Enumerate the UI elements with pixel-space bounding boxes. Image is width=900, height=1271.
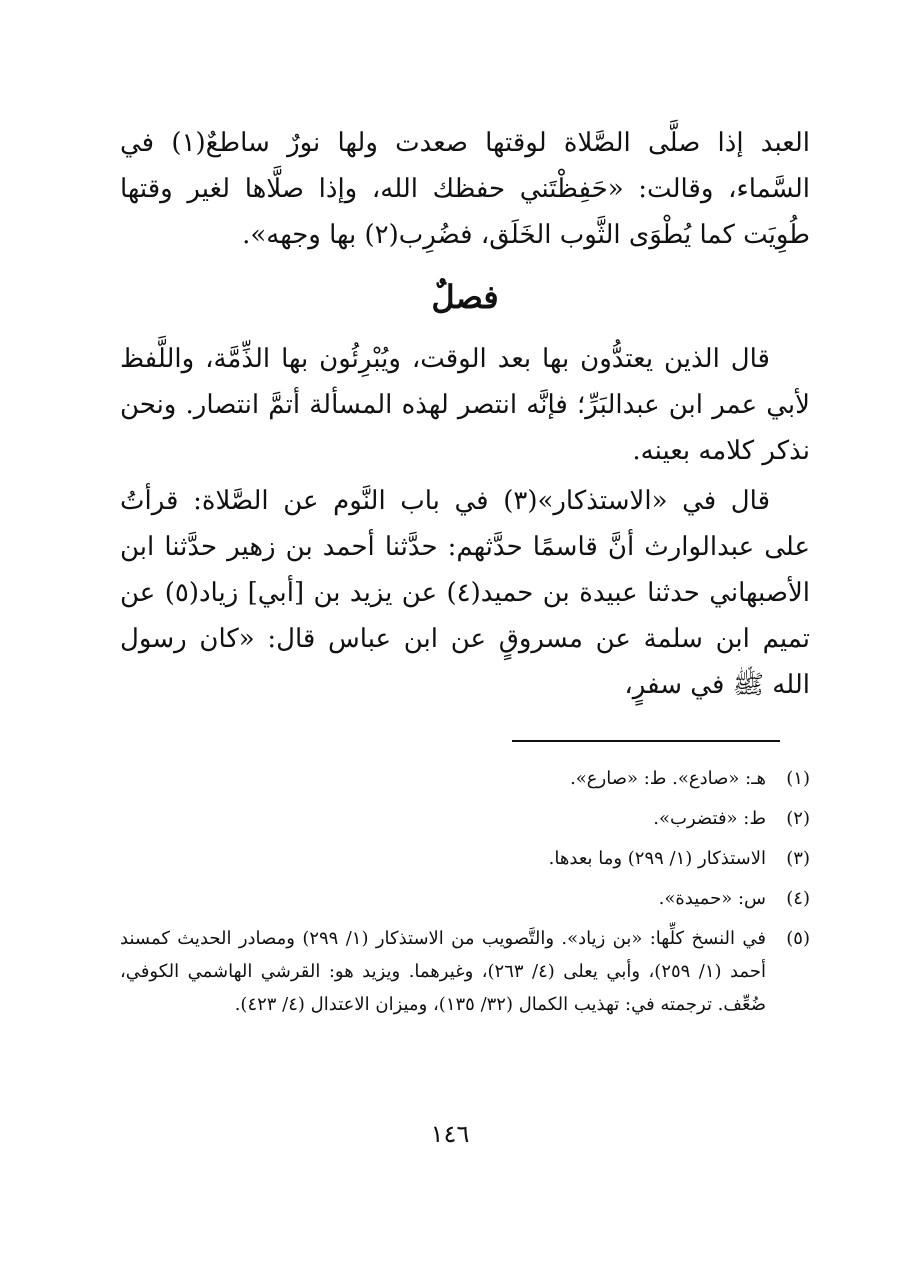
footnotes <box>120 762 810 1028</box>
footnote-text: هـ: «صادع». ط: «صارع». <box>570 768 766 789</box>
paragraph-2: قال الذين يعتدُّون بها بعد الوقت، ويُبْرِئُون بها الذِّمَّة، واللَّفظ لأبي عمر ابن عبدالبَرِّ؛ فإنَّه انتصر لهذه المسألة أتمَّ انتصار. ونحن نذكر كلامه بعينه. <box>120 344 810 466</box>
footnote-number: (٣) <box>786 848 810 869</box>
footnote-number: (١) <box>786 768 810 789</box>
footnote-item <box>120 882 810 915</box>
footnote-divider <box>512 740 780 742</box>
footnote-number: (٢) <box>786 808 810 829</box>
footnote-item <box>120 922 810 1021</box>
section-heading: فصلٌ <box>431 278 499 316</box>
footnote-number: (٥) <box>786 928 810 949</box>
paragraph-3: قال في «الاستذكار»(٣) في باب النَّوم عن الصَّلاة: قرأتُ على عبدالوارث أنَّ قاسمًا حدَّثهم: حدَّثنا أحمد بن زهير حدَّثنا ابن الأصبهاني حدثنا عبيدة بن حميد(٤) عن يزيد بن [أبي] زياد(٥) عن تميم ابن سلمة عن مسروقٍ عن ابن عباس قال: «كان رسول الله ﷺ في سفرٍ، <box>120 486 810 700</box>
page-number: ١٤٦ <box>430 1120 470 1148</box>
footnote-text: س: «حميدة». <box>658 888 766 909</box>
main-text <box>120 120 810 708</box>
paragraph-1: العبد إذا صلَّى الصَّلاة لوقتها صعدت ولها نورٌ ساطعٌ(١) في السَّماء، وقالت: «حَفِظْتَني حفظك الله، وإذا صلَّاها لغير وقتها طُوِيَت كما يُطْوَى الثَّوب الخَلَق، فضُرِب(٢) بها وجهه». <box>120 128 810 250</box>
footnote-item <box>120 762 810 795</box>
footnote-number: (٤) <box>786 888 810 909</box>
footnote-text: ط: «فتضرب». <box>653 808 766 829</box>
footnote-text: في النسخ كلِّها: «بن زياد». والتَّصويب من الاستذكار (١/ ٢٩٩) ومصادر الحديث كمسند أحمد (١/ ٢٥٩)، وأبي يعلى (٤/ ٢٦٣)، وغيرهما. ويزيد هو: القرشي الهاشمي الكوفي، ضُعِّف. ترجمته في: تهذيب الكمال (٣٢/ ١٣٥)، وميزان الاعتدال (٤/ ٤٢٣). <box>120 928 766 1015</box>
footnote-text: الاستذكار (١/ ٢٩٩) وما بعدها. <box>548 848 766 869</box>
footnote-item <box>120 802 810 835</box>
footnote-item <box>120 842 810 875</box>
